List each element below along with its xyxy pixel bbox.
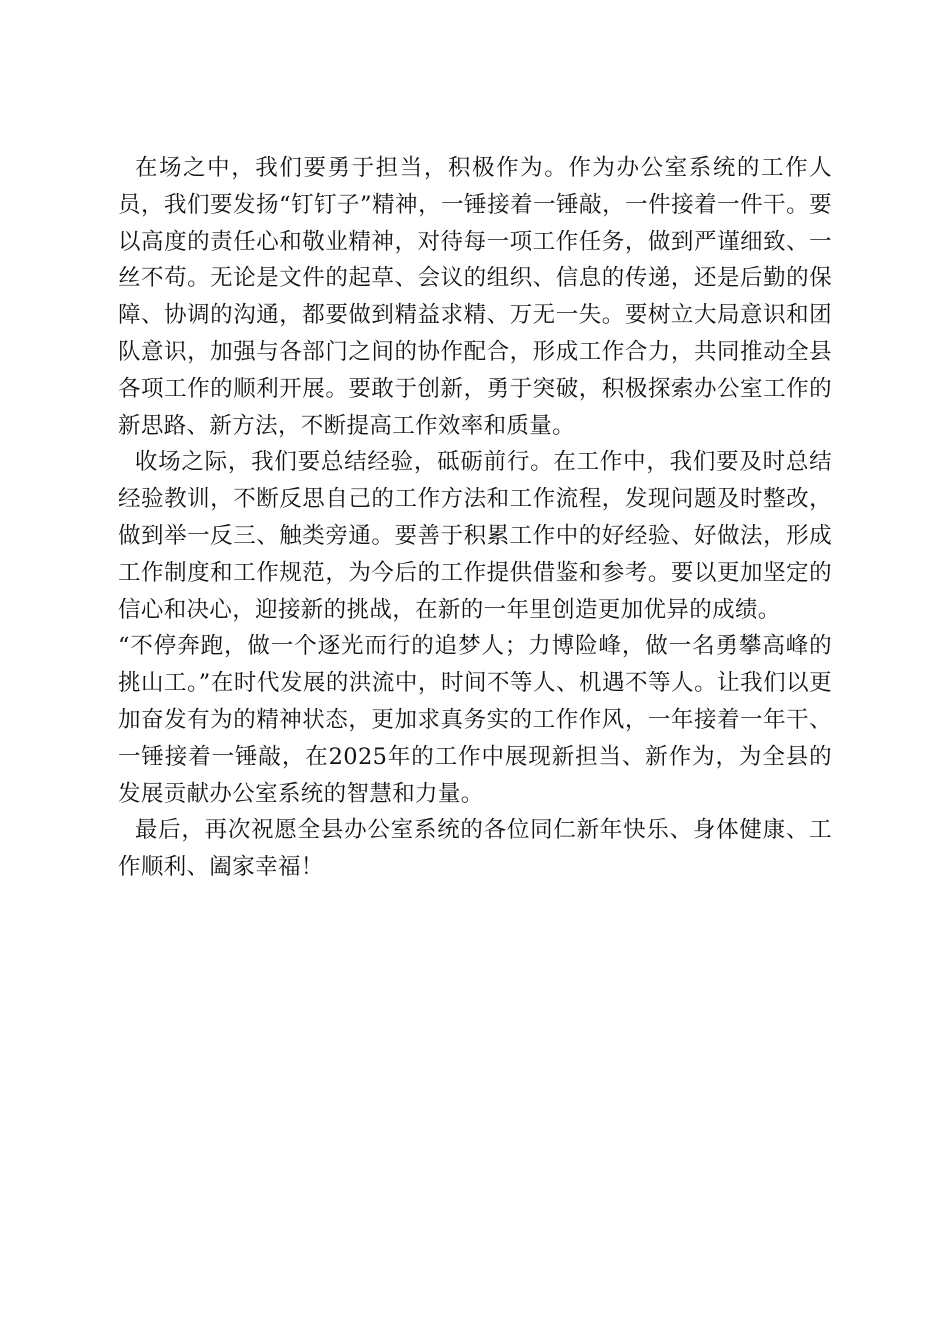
paragraph-quote: “不停奔跑，做一个逐光而行的追梦人；力博险峰，做一名勇攀高峰的挑山工。”在时代发展的洪流中，时间不等人、机遇不等人。让我们以更加奋发有为的精神状态，更加求真务实的工作作风，一年接着一年干、一锤接着一锤敲，在2025年的工作中展现新担当、新作为，为全县的发展贡献办公室系统的智慧和力量。 [118, 633, 832, 807]
paragraph-on-duty: 在场之中，我们要勇于担当，积极作为。作为办公室系统的工作人员，我们要发扬“钉钉子”精神，一锤接着一锤敲，一件接着一件干。要以高度的责任心和敬业精神，对待每一项工作任务，做到严谨细致、一丝不苟。无论是文件的起草、会议的组织、信息的传递，还是后勤的保障、协调的沟通，都要做到精益求精、万无一失。要树立大局意识和团队意识，加强与各部门之间的协作配合，形成工作合力，共同推动全县各项工作的顺利开展。要敢于创新，勇于突破，积极探索办公室工作的新思路、新方法，不断提高工作效率和质量。 [118, 155, 832, 439]
paragraph-closing-duty: 收场之际，我们要总结经验，砥砺前行。在工作中，我们要及时总结经验教训，不断反思自己的工作方法和工作流程，发现问题及时整改，做到举一反三、触类旁通。要善于积累工作中的好经验、好做法，形成工作制度和工作规范，为今后的工作提供借鉴和参考。要以更加坚定的信心和决心，迎接新的挑战，在新的一年里创造更加优异的成绩。 [118, 449, 832, 623]
paragraph-wishes: 最后，再次祝愿全县办公室系统的各位同仁新年快乐、身体健康、工作顺利、阖家幸福！ [118, 817, 832, 881]
document-body [118, 150, 832, 886]
